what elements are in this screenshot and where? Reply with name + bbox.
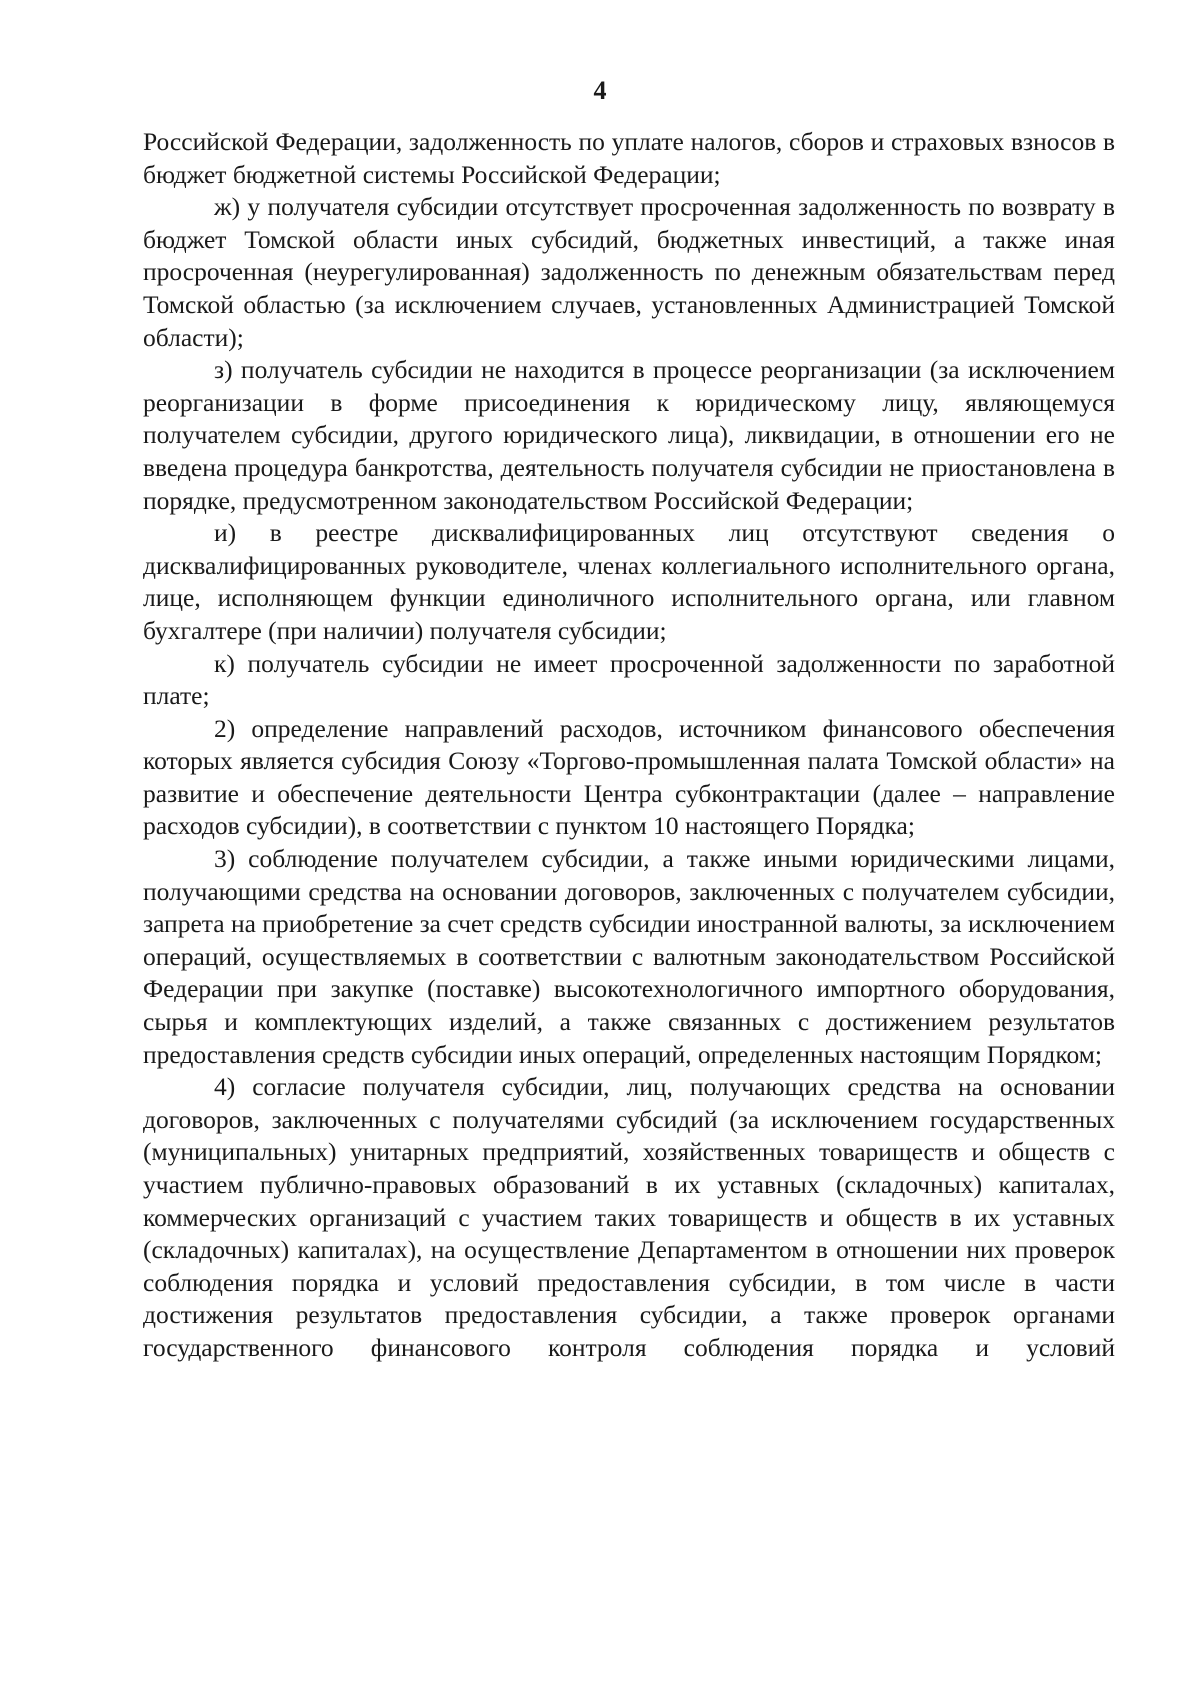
document-body: [143, 126, 1115, 1365]
paragraph-item-2: 2) определение направлений расходов, источником финансового обеспечения которых является субсидия Союзу «Торгово-промышленная палата Томской области» на развитие и обеспечение деятельности Центра субконтрактации (далее – направление расходов субсидии), в соответствии с пунктом 10 настоящего Порядка;: [143, 713, 1115, 841]
paragraph-continuation: Российской Федерации, задолженность по уплате налогов, сборов и страховых взносов в бюджет бюджетной системы Российской Федерации;: [143, 127, 1115, 189]
paragraph-item-k: к) получатель субсидии не имеет просроченной задолженности по заработной плате;: [143, 648, 1115, 711]
paragraph-item-4: 4) согласие получателя субсидии, лиц, получающих средства на основании договоров, заключенных с получателями субсидий (за исключением государственных (муниципальных) унитарных предприятий, хозяйственных товариществ и обществ с участием публично-правовых образований в их уставных (складочных) капиталах, коммерческих организаций с участием таких товариществ и обществ в их уставных (складочных) капиталах), на осуществление Департаментом в отношении них проверок соблюдения порядка и условий предоставления субсидии, в том числе в части достижения результатов предоставления субсидии, а также проверок органами государственного финансового контроля соблюдения порядка и условий: [143, 1072, 1115, 1362]
page-number: 4: [593, 76, 607, 105]
paragraph-item-z: з) получатель субсидии не находится в процессе реорганизации (за исключением реорганизации в форме присоединения к юридическому лицу, являющемуся получателем субсидии, другого юридического лица), ликвидации, в отношении его не введена процедура банкротства, деятельность получателя субсидии не приостановлена в порядке, предусмотренном законодательством Российской Федерации;: [143, 355, 1115, 515]
paragraph-item-zh: ж) у получателя субсидии отсутствует просроченная задолженность по возврату в бюджет Томской области иных субсидий, бюджетных инвестиций, а также иная просроченная (неурегулированная) задолженность по денежным обязательствам перед Томской областью (за исключением случаев, установленных Администрацией Томской области);: [143, 192, 1115, 352]
paragraph-item-3: 3) соблюдение получателем субсидии, а также иными юридическими лицами, получающими средства на основании договоров, заключенных с получателем субсидии, запрета на приобретение за счет средств субсидии иностранной валюты, за исключением операций, осуществляемых в соответствии с валютным законодательством Российской Федерации при закупке (поставке) высокотехнологичного импортного оборудования, сырья и комплектующих изделий, а также связанных с достижением результатов предоставления средств субсидии иных операций, определенных настоящим Порядком;: [143, 844, 1115, 1069]
paragraph-item-i: и) в реестре дисквалифицированных лиц отсутствуют сведения о дисквалифицированных руководителе, членах коллегиального исполнительного органа, лице, исполняющем функции единоличного исполнительного органа, или главном бухгалтере (при наличии) получателя субсидии;: [143, 518, 1115, 645]
